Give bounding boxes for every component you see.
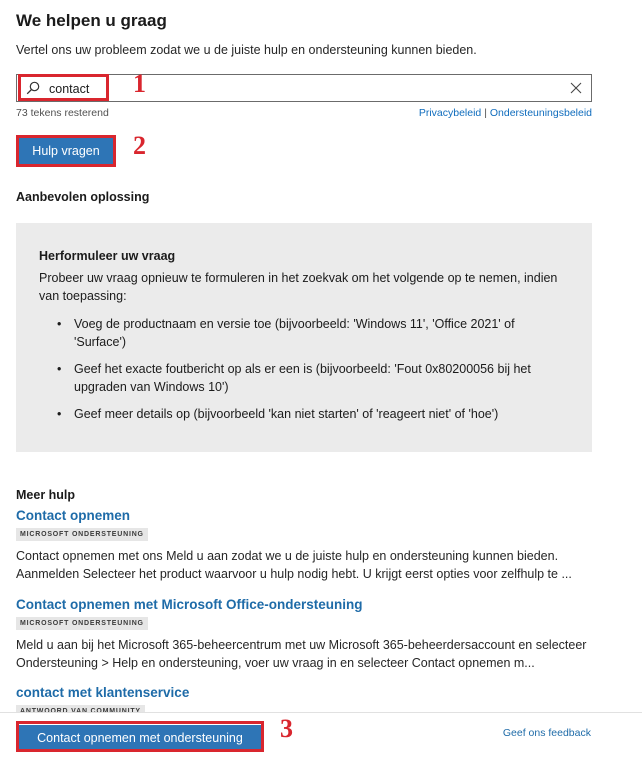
source-badge: MICROSOFT ONDERSTEUNING — [16, 617, 148, 630]
page-title: We helpen u graag — [16, 11, 167, 30]
result-item — [16, 597, 606, 672]
list-item: • Voeg de productnaam en versie toe (bijvoorbeeld: 'Windows 11', 'Office 2021' of 'Surface') — [74, 315, 554, 351]
card-title: Herformuleer uw vraag — [39, 249, 176, 263]
ask-help-button[interactable]: Hulp vragen — [19, 137, 113, 165]
card-text: Probeer uw vraag opnieuw te formuleren in het zoekvak om het volgende op te nemen, indien van toepassing: — [39, 271, 558, 303]
footer-bar — [0, 712, 642, 759]
search-icon — [26, 81, 40, 95]
annotation-number: 2 — [133, 131, 146, 160]
link-separator: | — [484, 107, 487, 119]
annotation-number: 3 — [280, 714, 293, 743]
close-icon[interactable] — [569, 81, 583, 95]
annotation-number: 1 — [133, 69, 146, 98]
support-policy-link[interactable]: Ondersteuningsbeleid — [489, 107, 592, 119]
feedback-link[interactable]: Geef ons feedback — [502, 727, 591, 739]
list-item: • Geef het exacte foutbericht op als er een is (bijvoorbeeld: 'Fout 0x80200056 bij het upgraden van Windows 10') — [74, 360, 554, 396]
tips-list — [74, 315, 554, 432]
privacy-policy-link[interactable]: Privacybeleid — [418, 107, 482, 119]
result-description: Meld u aan bij het Microsoft 365-beheercentrum met uw Microsoft 365-beheerdersaccount en selecteer Ondersteuning > Help en ondersteuning, voer uw vraag in en selecteer Contact opnemen m... — [16, 638, 587, 670]
result-description: Contact opnemen met ons Meld u aan zodat we u de juiste hulp en ondersteuning kunnen bieden. Aanmelden Selecteer het product waarvoor u hulp nodig hebt. U krijgt eerst opties voor zelfhulp te ... — [16, 549, 572, 581]
source-badge: MICROSOFT ONDERSTEUNING — [16, 528, 148, 541]
list-item: • Geef meer details op (bijvoorbeeld 'kan niet starten' of 'reageert niet' of 'hoe') — [74, 405, 554, 423]
result-title-link[interactable]: contact met klantenservice — [16, 685, 190, 700]
more-help-heading: Meer hulp — [16, 488, 76, 502]
search-box[interactable] — [16, 74, 592, 102]
characters-remaining: 73 tekens resterend — [16, 107, 109, 119]
result-title-link[interactable]: Contact opnemen — [16, 508, 131, 523]
policy-links — [419, 107, 592, 119]
search-input[interactable] — [49, 79, 549, 99]
page-subtitle: Vertel ons uw probleem zodat we u de juiste hulp en ondersteuning kunnen bieden. — [16, 43, 477, 57]
result-title-link[interactable]: Contact opnemen met Microsoft Office-ondersteuning — [16, 597, 363, 612]
recommended-solution-card — [16, 223, 592, 452]
contact-support-button[interactable]: Contact opnemen met ondersteuning — [19, 725, 261, 751]
result-item — [16, 508, 606, 583]
recommended-solution-heading: Aanbevolen oplossing — [16, 190, 150, 204]
